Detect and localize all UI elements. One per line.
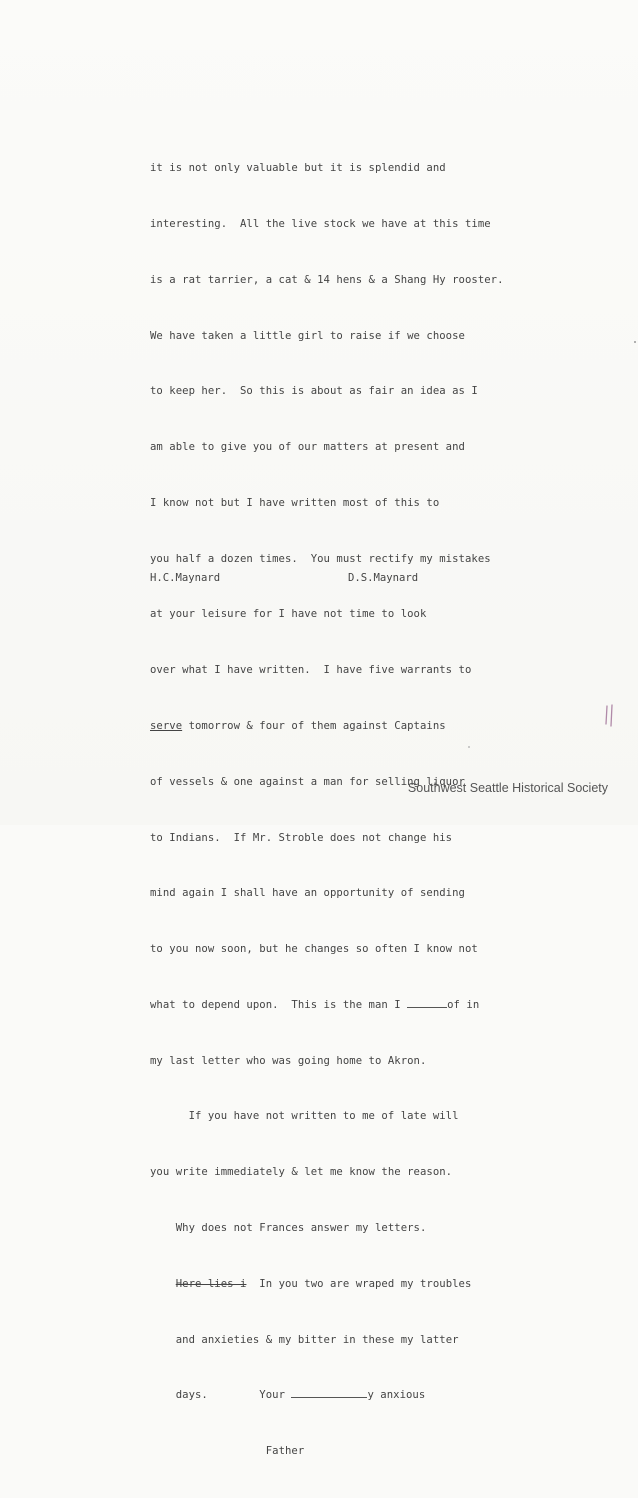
letter-line: If you have not written to me of late will [150,1110,459,1123]
letter-line [150,1386,504,1405]
blank-line [291,1387,367,1398]
letter-line: to you now soon, but he changes so often I know not [150,943,478,956]
letter-line: We have taken a little girl to raise if we choose [150,329,465,342]
letter-line: to Indians. If Mr. Stroble does not change his [150,831,453,844]
letter-line-text: what to depend upon. This is the man I [150,998,408,1011]
letter-line-text: and anxieties & my bitter in these my latter [175,1333,459,1346]
blank-line [407,997,447,1008]
letter-line: is a rat tarrier, a cat & 14 hens & a Shang Hy rooster. [150,273,504,286]
letter-line: to keep her. So this is about as fair an idea as I [150,385,478,398]
letter-line [150,1275,504,1294]
letter-line-text: y anxious [367,1389,426,1402]
letter-line: am able to give you of our matters at present and [150,441,465,454]
letter-line [150,1331,504,1350]
paper-speck [634,341,636,343]
letter-body [150,122,504,1498]
struck-word: serve [150,720,183,732]
letter-line: over what I have written. I have five warrants to [150,664,472,677]
letter-line: my last letter who was going home to Akron. [150,1054,427,1067]
letter-line: you write immediately & let me know the reason. [150,1166,453,1179]
watermark: Southwest Seattle Historical Society [407,781,608,795]
letter-line: Why does not Frances answer my letters. [150,1222,427,1235]
letter-line-text: tomorrow & four of them against Captains [182,720,446,732]
letter-line: I know not but I have written most of this to [150,496,440,509]
struck-word: Here lies i [175,1277,247,1290]
letter-line-text: days. Your [175,1389,292,1402]
handwritten-mark-icon [603,704,619,728]
closing-father: Father [265,1445,305,1458]
letter-line: of vessels & one against a man for selling liquor [150,775,465,788]
letter-line [150,1442,504,1461]
letter-line-text: of in [447,998,480,1011]
letter-line: you half a dozen times. You must rectify my mistakes [150,552,491,565]
paper-speck [468,746,470,748]
letter-line [150,996,504,1015]
signature-right: D.S.Maynard [348,572,419,584]
letter-line: it is not only valuable but it is splendid and [150,162,446,175]
letter-line [150,717,504,736]
signature-left: H.C.Maynard [150,572,221,584]
letter-line: interesting. All the live stock we have at this time [150,217,491,230]
letter-line: at your leisure for I have not time to look [150,608,427,621]
letter-line-text: In you two are wraped my troubles [246,1277,472,1290]
letter-line: mind again I shall have an opportunity of sending [150,887,465,900]
